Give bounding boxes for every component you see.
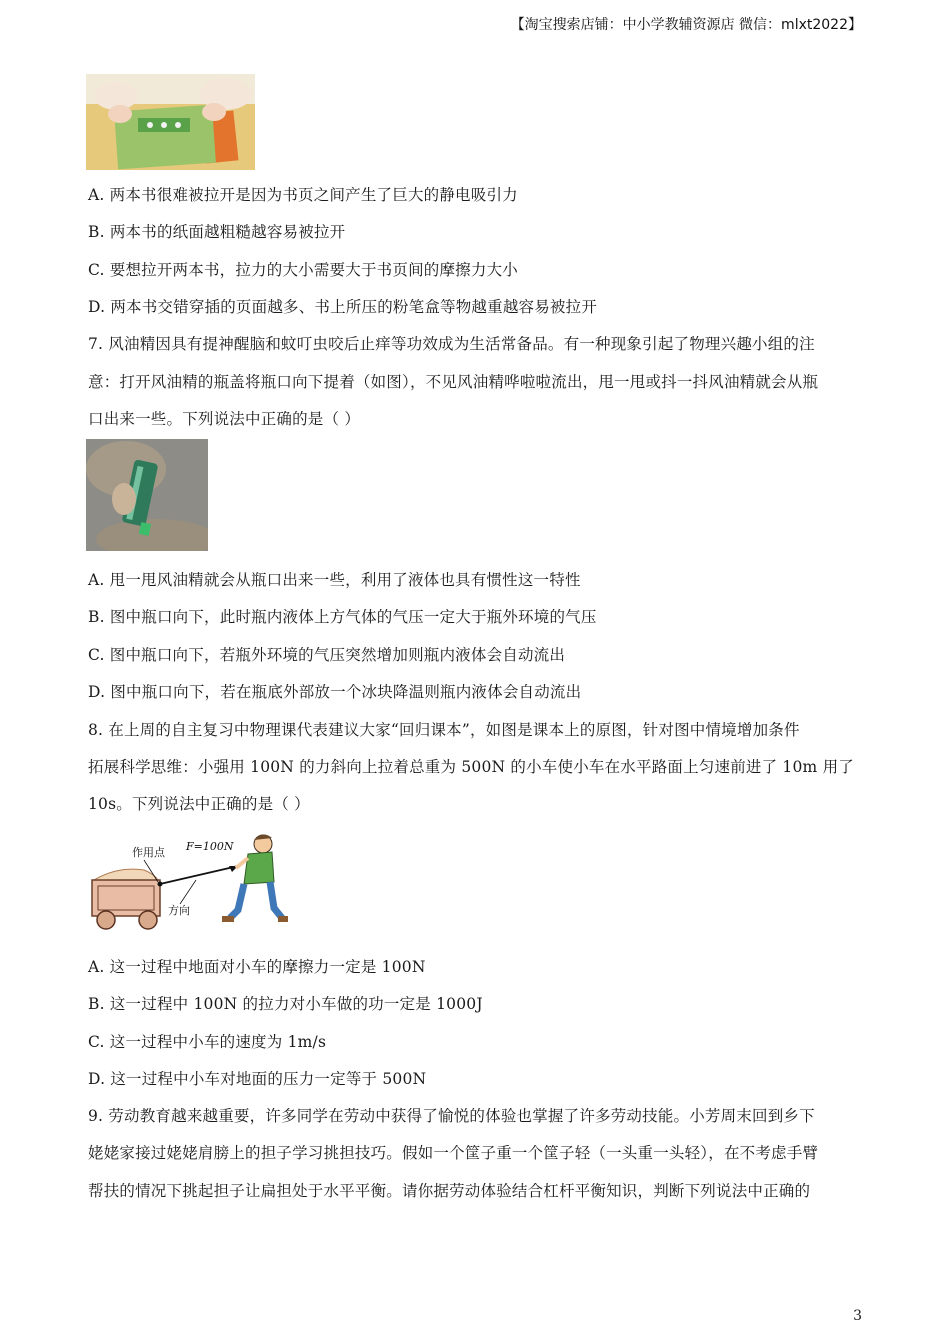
oil-bottle-photo	[86, 439, 208, 551]
q9-stem-line: 9. 劳动教育越来越重要，许多同学在劳动中获得了愉悦的体验也掌握了许多劳动技能。小芳周末回到乡下	[88, 1107, 815, 1125]
cart-wheel	[97, 911, 115, 929]
books-photo	[86, 74, 255, 170]
cart-pull-svg	[88, 830, 288, 934]
label-action-point: 作用点	[132, 846, 165, 859]
q6-option-d: D. 两本书交错穿插的页面越多、书上所压的粉笔盒等物越重越容易被拉开	[88, 298, 598, 316]
q7-option-d: D. 图中瓶口向下，若在瓶底外部放一个冰块降温则瓶内液体会自动流出	[88, 683, 582, 701]
page-header: 【淘宝搜索店铺：中小学教辅资源店 微信：mlxt2022】	[510, 17, 862, 33]
cart-wheel	[139, 911, 157, 929]
q6-option-b: B. 两本书的纸面越粗糙越容易被拉开	[88, 223, 346, 241]
q8-option-a: A. 这一过程中地面对小车的摩擦力一定是 100N	[88, 958, 426, 976]
force-arrow	[160, 866, 238, 884]
books-photo-image	[86, 74, 255, 170]
cart-pull-diagram	[88, 830, 288, 934]
q7-option-b: B. 图中瓶口向下，此时瓶内液体上方气体的气压一定大于瓶外环境的气压	[88, 608, 597, 626]
q8-option-d: D. 这一过程中小车对地面的压力一定等于 500N	[88, 1070, 427, 1088]
label-force: F=100N	[186, 840, 234, 853]
q9-stem-line: 姥姥家接过姥姥肩膀上的担子学习挑担技巧。假如一个筐子重一个筐子轻（一头重一头轻），在不考虑手臂	[88, 1144, 819, 1162]
q7-stem-line: 意：打开风油精的瓶盖将瓶口向下提着（如图），不见风油精哗啦啦流出，甩一甩或抖一抖风油精就会从瓶	[88, 373, 819, 391]
q7-stem-line: 口出来一些。下列说法中正确的是（ ）	[88, 410, 361, 428]
oil-bottle-photo-image	[86, 439, 208, 551]
q8-stem-line: 8. 在上周的自主复习中物理课代表建议大家“回归课本”，如图是课本上的原图，针对图中情境增加条件	[88, 721, 800, 739]
q7-option-c: C. 图中瓶口向下，若瓶外环境的气压突然增加则瓶内液体会自动流出	[88, 646, 566, 664]
q6-option-c: C. 要想拉开两本书，拉力的大小需要大于书页间的摩擦力大小	[88, 261, 518, 279]
q6-option-a: A. 两本书很难被拉开是因为书页之间产生了巨大的静电吸引力	[88, 186, 518, 204]
q9-stem-line: 帮扶的情况下挑起担子让扁担处于水平平衡。请你据劳动体验结合杠杆平衡知识，判断下列说法中正确的	[88, 1182, 811, 1200]
page-number: 3	[853, 1308, 862, 1324]
q7-option-a: A. 甩一甩风油精就会从瓶口出来一些，利用了液体也具有惯性这一特性	[88, 571, 581, 589]
q8-option-b: B. 这一过程中 100N 的拉力对小车做的功一定是 1000J	[88, 995, 483, 1013]
label-direction: 方向	[168, 904, 190, 917]
q8-stem-line: 10s。下列说法中正确的是（ ）	[88, 795, 310, 813]
q7-stem-line: 7. 风油精因具有提神醒脑和蚊叮虫咬后止痒等功效成为生活常备品。有一种现象引起了物理兴趣小组的注	[88, 335, 815, 353]
q8-stem-line: 拓展科学思维：小强用 100N 的力斜向上拉着总重为 500N 的小车使小车在水平路面上匀速前进了 10m 用了	[88, 758, 854, 776]
q8-option-c: C. 这一过程中小车的速度为 1m/s	[88, 1033, 327, 1051]
